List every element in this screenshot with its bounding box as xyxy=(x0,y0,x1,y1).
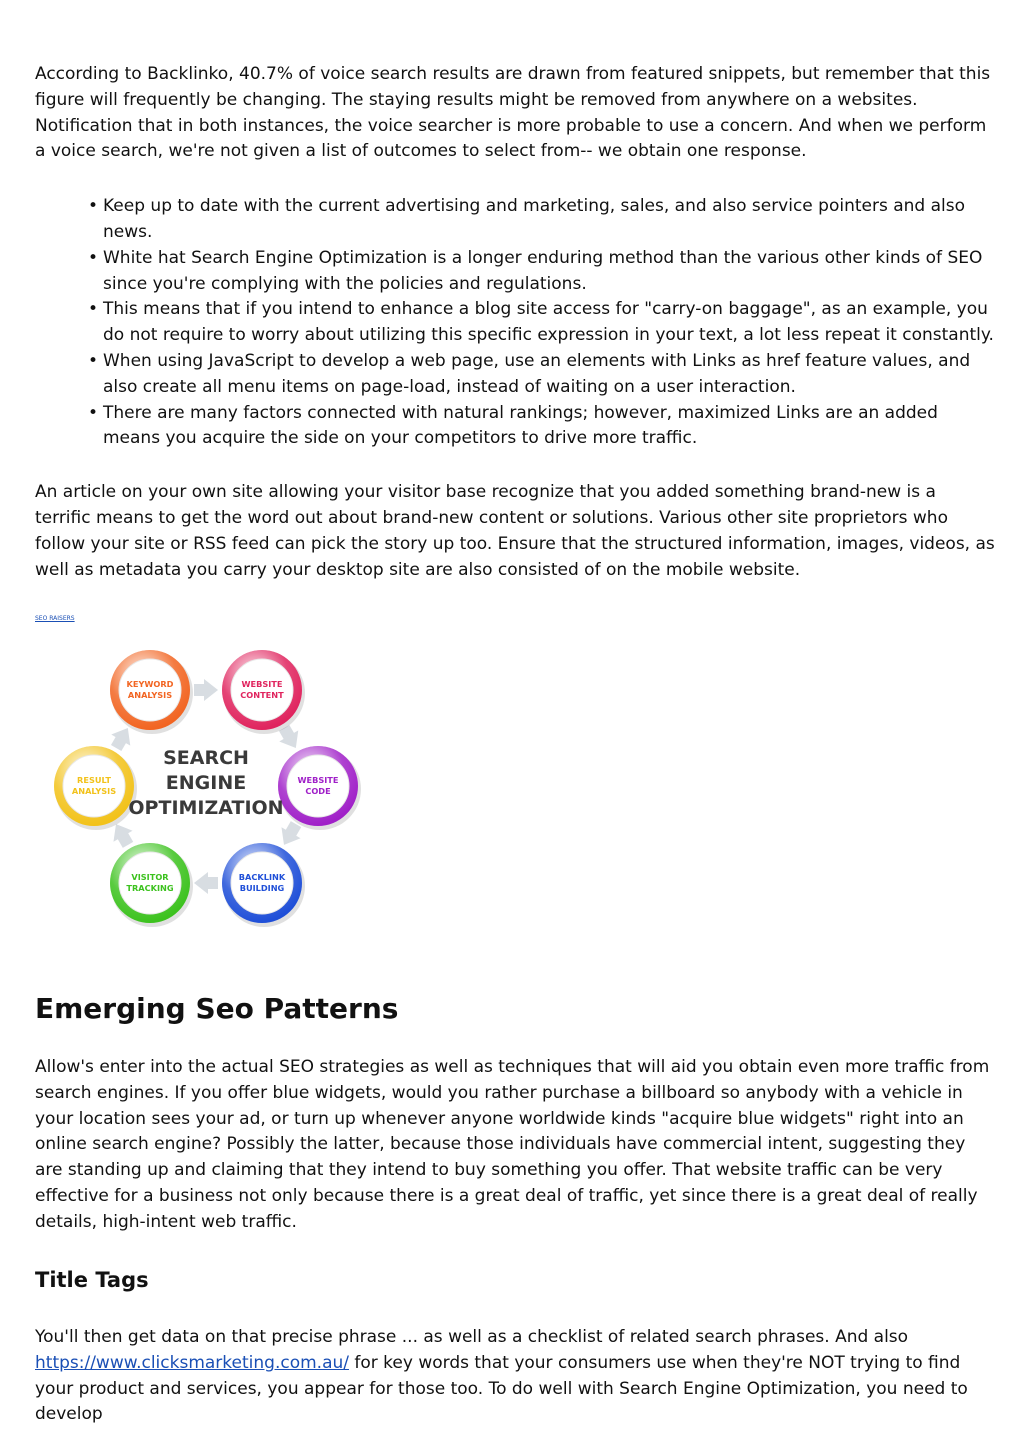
list-item: • Keep up to date with the current advertising and marketing, sales, and also service pointers and also news. xyxy=(103,194,995,246)
node-label: CONTENT xyxy=(240,690,284,700)
node-label: KEYWORD xyxy=(126,679,174,689)
cycle-node xyxy=(54,746,137,830)
center-label-line3: OPTIMIZATION xyxy=(128,797,284,819)
node-label: CODE xyxy=(305,786,331,796)
seo-raisers-link[interactable]: SEO RAISERS xyxy=(35,615,75,622)
list-item: • This means that if you intend to enhance a blog site access for "carry-on baggage", as an example, you do not require to worry about utilizing this specific expression in your text, a lot less repeat it constantly. xyxy=(103,297,995,349)
node-label: BACKLINK xyxy=(238,872,286,882)
paragraph-text-after: for key words that your consumers use when they're NOT trying to find your product and services, you appear for those too. To do well with Search Engine Optimization, you need to develop xyxy=(35,1352,968,1425)
center-label-line1: SEARCH xyxy=(163,747,249,769)
fourth-paragraph xyxy=(35,1325,995,1428)
cycle-node xyxy=(222,650,305,734)
node-label: ANALYSIS xyxy=(71,786,117,796)
node-label: VISITOR xyxy=(131,872,169,882)
cycle-node xyxy=(110,650,193,734)
node-label: ANALYSIS xyxy=(127,690,173,700)
cycle-node xyxy=(110,843,193,927)
center-label-line2: ENGINE xyxy=(165,772,247,794)
bullet-list xyxy=(35,194,995,452)
list-item: • When using JavaScript to develop a web page, use an elements with Links as href feature values, and also create all menu items on page-load, instead of waiting on a user interaction. xyxy=(103,349,995,401)
heading-emerging-seo-patterns: Emerging Seo Patterns xyxy=(35,992,399,1025)
cycle-arrow-head xyxy=(194,872,208,894)
third-paragraph: Allow's enter into the actual SEO strategies as well as techniques that will aid you obtain even more traffic from search engines. If you offer blue widgets, would you rather purchase a billboard so anybody with a vehicle in your location sees your ad, or turn up whenever anyone worldwide kinds "acquire blue widgets" right into an online search engine? Possibly the latter, because those individuals have commercial intent, suggesting they are standing up and claiming that they intend to buy something you offer. That website traffic can be very effective for a business not only because there is a great deal of traffic, yet since there is a great deal of really details, high-intent web traffic. xyxy=(35,1057,990,1232)
seo-cycle-diagram xyxy=(50,640,370,940)
cycle-node xyxy=(278,746,361,830)
paragraph-text-before: You'll then get data on that precise phrase ... as well as a checklist of related search phrases. And also xyxy=(35,1327,909,1347)
clicksmarketing-link[interactable]: https://www.clicksmarketing.com.au/ xyxy=(35,1352,349,1373)
seo-cycle-svg xyxy=(50,640,370,940)
node-label: RESULT xyxy=(77,775,111,785)
article-body xyxy=(35,62,995,583)
node-label: WEBSITE xyxy=(297,775,339,785)
list-item: • White hat Search Engine Optimization is a longer enduring method than the various other kinds of SEO since you're complying with the policies and regulations. xyxy=(103,246,995,298)
heading-title-tags: Title Tags xyxy=(35,1268,149,1292)
node-label: WEBSITE xyxy=(241,679,283,689)
intro-paragraph: According to Backlinko, 40.7% of voice search results are drawn from featured snippets, but remember that this figure will frequently be changing. The staying results might be removed from anywhere on a websites. Notification that in both instances, the voice searcher is more probable to use a concern. And when we perform a voice search, we're not given a list of outcomes to select from-- we obtain one response. xyxy=(35,64,991,162)
node-label: TRACKING xyxy=(126,883,174,893)
node-label: BUILDING xyxy=(239,883,285,893)
second-paragraph: An article on your own site allowing your visitor base recognize that you added something brand-new is a terrific means to get the word out about brand-new content or solutions. Various other site proprietors who follow your site or RSS feed can pick the story up too. Ensure that the structured information, images, videos, as well as metadata you carry your desktop site are also consisted of on the mobile website. xyxy=(35,482,995,580)
cycle-node xyxy=(222,843,305,927)
list-item: • There are many factors connected with natural rankings; however, maximized Links are an added means you acquire the side on your competitors to drive more traffic. xyxy=(103,401,995,453)
cycle-arrow-head xyxy=(204,679,218,701)
